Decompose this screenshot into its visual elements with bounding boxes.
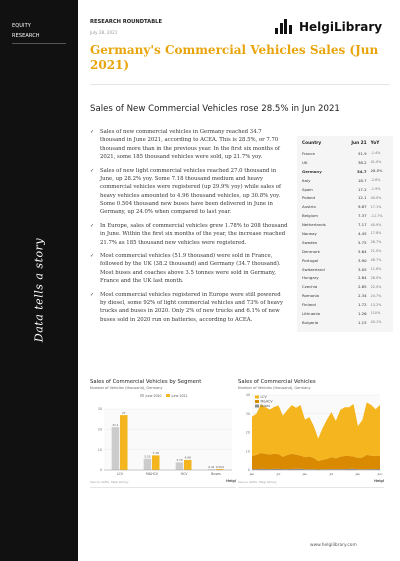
- value-cell: 51.9: [357, 150, 367, 156]
- y-tick-label: 40: [245, 393, 250, 398]
- legend-swatch: [140, 394, 144, 397]
- monthly-chart-title: Sales of Commercial Vehicles: [238, 379, 316, 385]
- table-row: [300, 176, 390, 185]
- section-label: RESEARCH ROUNDTABLE: [90, 19, 162, 25]
- monthly-chart-unit: Number of Vehicles (thousand), Germany: [238, 386, 311, 390]
- monthly-chart-svg: [238, 391, 384, 479]
- data-label: 7.18: [152, 451, 159, 456]
- check-icon: ✓: [90, 222, 95, 229]
- segment-chart-svg: [90, 391, 236, 479]
- data-label: 3.79: [176, 458, 183, 463]
- country-cell: Netherlands: [302, 222, 326, 228]
- logo-bars-icon: [275, 19, 295, 34]
- data-label: 21.1: [112, 422, 119, 427]
- table-row: [300, 202, 390, 211]
- country-cell: Portugal: [302, 257, 319, 263]
- y-tick-label: 10: [245, 449, 250, 454]
- legend-swatch: [166, 394, 170, 397]
- table-row: [300, 220, 390, 229]
- yoy-cell: 24.7%: [370, 293, 382, 298]
- yoy-cell: 17.8%: [370, 231, 382, 236]
- legend-swatch: [255, 400, 259, 403]
- monthly-chart: [238, 379, 384, 485]
- table-row: [300, 211, 390, 220]
- value-cell: 12.1: [357, 195, 367, 201]
- x-tick-label: Jun: [377, 472, 383, 476]
- x-tick-label: Jan: [302, 472, 308, 476]
- legend-label: LCV: [260, 395, 267, 399]
- x-tick-label: Jul: [329, 472, 334, 476]
- yoy-cell: 26.7%: [370, 240, 382, 245]
- yoy-cell: 41.0%: [370, 160, 382, 165]
- country-cell: France: [302, 150, 315, 156]
- table-row: [300, 273, 390, 282]
- y-tick-label: 20: [97, 427, 102, 432]
- value-cell: 2.84: [357, 275, 367, 281]
- bullet-item: [90, 167, 288, 217]
- value-cell: 17.2: [357, 186, 367, 192]
- value-cell: 1.72: [357, 302, 367, 308]
- yoy-cell: 46.7%: [370, 258, 382, 263]
- x-tick-label: HCV: [180, 472, 188, 476]
- table-row: [300, 185, 390, 194]
- col-header-value: Jun 21: [351, 141, 367, 146]
- value-cell: 1.15: [357, 319, 367, 325]
- segment-chart-title: Sales of Commercial Vehicles by Segment: [90, 379, 202, 385]
- sidebar-category-line2: RESEARCH: [12, 33, 40, 39]
- chart-logo: Helgi: [374, 479, 384, 483]
- chart-divider: [90, 487, 236, 488]
- col-header-country: Country: [302, 141, 322, 146]
- logo-text: HelgiLibrary: [299, 19, 383, 34]
- check-icon: ✓: [90, 291, 95, 298]
- summary-bullets: [90, 128, 288, 329]
- country-cell: Germany: [302, 168, 322, 174]
- value-cell: 9.87: [357, 204, 367, 210]
- sidebar-tagline: Data tells a story: [32, 237, 46, 343]
- bar: [176, 462, 184, 470]
- table-row: [300, 238, 390, 247]
- yoy-cell: -1.9%: [370, 187, 381, 191]
- country-cell: Sweden: [302, 239, 318, 245]
- table-row: [300, 318, 390, 327]
- table-row: [300, 291, 390, 300]
- country-cell: Spain: [302, 186, 313, 192]
- legend-label: June 2021: [171, 393, 188, 398]
- value-cell: 3.05: [357, 266, 367, 272]
- country-cell: Hungary: [302, 275, 319, 281]
- bullet-item: [90, 128, 288, 161]
- helgi-logo[interactable]: [275, 19, 382, 34]
- table-row: [300, 193, 390, 202]
- x-tick-label: Jan: [249, 472, 255, 476]
- table-row: [300, 229, 390, 238]
- value-cell: 5.75: [357, 239, 367, 245]
- yoy-cell: 110%: [370, 311, 381, 316]
- country-cell: Belgium: [302, 213, 318, 219]
- legend-label: M&HCV: [260, 399, 273, 404]
- bullet-text: Most commercial vehicles (51.9 thousand) were sold in France, followed by the UK (38.2 thousand) and Germany (34.7 thousand). Most buses and coaches above 3.5 tonnes were sold in Germany, France and the UK last month.: [100, 253, 281, 285]
- country-cell: Czechia: [302, 284, 318, 290]
- legend-label: June 2020: [145, 393, 162, 398]
- chart-divider: [238, 487, 384, 488]
- data-label: 4.96: [184, 455, 191, 460]
- value-cell: 1.26: [357, 310, 367, 316]
- report-date: July 28, 2021: [90, 30, 118, 35]
- y-tick-label: 10: [97, 447, 102, 452]
- country-cell: UK: [302, 159, 308, 165]
- yoy-cell: 40.1%: [370, 320, 382, 325]
- table-row: [300, 309, 390, 318]
- yoy-cell: 40.9%: [370, 222, 382, 227]
- bullet-text: Most commercial vehicles registered in Europe were still powered by diesel, some 92% of light commercial vehicles and 73% of heavy trucks and buses in 2020. Only 2% of new trucks and 6.1% of new buses sold in 2020 run on batteries, according to ACEA.: [100, 291, 283, 323]
- yoy-cell: -2.6%: [370, 178, 381, 183]
- value-cell: 5.64: [357, 248, 367, 254]
- sidebar-category: [12, 21, 40, 41]
- chart-logo: Helgi: [226, 479, 236, 483]
- x-tick-label: Buses: [211, 472, 221, 476]
- value-cell: 7.37: [357, 213, 367, 219]
- bullet-item: [90, 291, 288, 324]
- country-cell: Poland: [302, 195, 315, 201]
- data-label: 0.504: [215, 464, 224, 469]
- country-cell: Bulgaria: [302, 319, 319, 325]
- country-cell: Austria: [302, 204, 316, 210]
- yoy-cell: 11.6%: [370, 267, 382, 272]
- table-row: [300, 149, 390, 158]
- table-header-row: [300, 140, 390, 149]
- legend-swatch: [255, 396, 259, 399]
- data-label: 0.41: [208, 464, 215, 469]
- yoy-cell: -1.4%: [370, 151, 381, 156]
- country-cell: Switzerland: [302, 266, 325, 272]
- x-tick-label: Jul: [276, 472, 281, 476]
- yoy-cell: 17.1%: [370, 204, 382, 209]
- bullet-item: [90, 222, 288, 247]
- yoy-cell: 26.0%: [370, 275, 382, 280]
- bullet-item: [90, 252, 288, 285]
- table-row: [300, 300, 390, 309]
- table-row: [300, 167, 390, 176]
- bar: [120, 415, 128, 470]
- y-tick-label: 0: [99, 468, 102, 473]
- bar: [144, 459, 152, 470]
- table-row: [300, 256, 390, 265]
- value-cell: 4.45: [357, 230, 367, 236]
- yoy-cell: 28.5%: [370, 169, 383, 174]
- table-row: [300, 158, 390, 167]
- value-cell: 38.2: [357, 159, 367, 165]
- data-label: 5.53: [144, 454, 151, 459]
- yoy-cell: 13.2%: [370, 302, 382, 307]
- table-row: [300, 247, 390, 256]
- bar: [112, 427, 120, 470]
- check-icon: ✓: [90, 129, 95, 135]
- segment-chart-unit: Number of Vehicles (thousand), Germany: [90, 386, 163, 390]
- y-tick-label: 30: [97, 407, 102, 412]
- value-cell: 2.34: [357, 293, 367, 299]
- x-tick-label: LCV: [116, 472, 124, 476]
- bullet-text: Sales of new light commercial vehicles reached 27.0 thousand in June, up 28.2% yoy. Some 7.18 thousand medium and heavy commercial vehicles were registered (up 29.9% yoy) while sales of heavy vehicles amounted to 4.96 thousand vehicles, up 30.8% yoy. Some 0.504 thousand new buses have been delivered in June in Germany, up 24.0% when compared to last year.: [100, 167, 281, 216]
- country-cell: Finland: [302, 302, 316, 308]
- footer-url[interactable]: www.helgilibrary.com: [310, 543, 357, 548]
- bar: [152, 455, 160, 470]
- bullet-text: In Europe, sales of commercial vehicles grew 1.78% to 208 thousand in June. Within the first six months of the year, the increase reached 21.7% as 185 thousand new vehicles were registered.: [100, 222, 288, 246]
- check-icon: ✓: [90, 167, 95, 174]
- country-table-body: [300, 149, 390, 327]
- y-tick-label: 30: [245, 411, 250, 416]
- check-icon: ✓: [90, 253, 95, 260]
- legend-label: Buses: [260, 404, 270, 408]
- chart-source: Source: ACEA, Helgi Library: [90, 480, 129, 484]
- value-cell: 2.85: [357, 284, 367, 290]
- x-tick-label: M&HCV: [145, 472, 159, 476]
- yoy-cell: -11.7%: [370, 213, 383, 218]
- country-table: [297, 136, 393, 332]
- sidebar: [0, 0, 78, 561]
- col-header-yoy: YoY: [370, 141, 380, 146]
- table-row: [300, 282, 390, 291]
- legend-swatch: [255, 405, 259, 408]
- table-row: [300, 265, 390, 274]
- yoy-cell: 21.0%: [370, 249, 382, 254]
- country-cell: Norway: [302, 230, 317, 236]
- country-cell: Denmark: [302, 248, 320, 254]
- chart-source: Source: ACEA, Helgi Library: [238, 480, 277, 484]
- sidebar-category-line1: EQUITY: [12, 23, 31, 29]
- x-tick-label: Jan: [355, 472, 361, 476]
- value-cell: 18.7: [357, 177, 367, 183]
- country-cell: Lithuania: [302, 310, 321, 316]
- title-divider: [90, 84, 390, 85]
- page-title: Germany's Commercial Vehicles Sales (Jun 2021): [90, 43, 379, 72]
- bullet-text: Sales of new commercial vehicles in Germany reached 34.7 thousand in June 2021, according to ACEA. This is 28.5%, or 7.70 thousand more than in the previous year. In the first six months of 2021, some 185 thousand vehicles were sold, up 21.7% yoy.: [100, 129, 280, 161]
- data-label: 27: [121, 410, 126, 415]
- value-cell: 7.17: [357, 222, 367, 228]
- y-tick-label: 20: [245, 430, 250, 435]
- bar: [184, 460, 192, 470]
- y-tick-label: 0: [247, 468, 250, 473]
- country-cell: Italy: [302, 177, 311, 183]
- segment-chart: [90, 379, 236, 485]
- country-cell: Romania: [302, 293, 320, 299]
- yoy-cell: 22.0%: [370, 284, 382, 289]
- yoy-cell: 40.0%: [370, 195, 382, 200]
- value-cell: 3.90: [357, 257, 367, 263]
- page-subtitle: Sales of New Commercial Vehicles rose 28.5% in Jun 2021: [90, 104, 340, 114]
- value-cell: 34.7: [357, 168, 367, 174]
- sidebar-divider: [12, 43, 66, 44]
